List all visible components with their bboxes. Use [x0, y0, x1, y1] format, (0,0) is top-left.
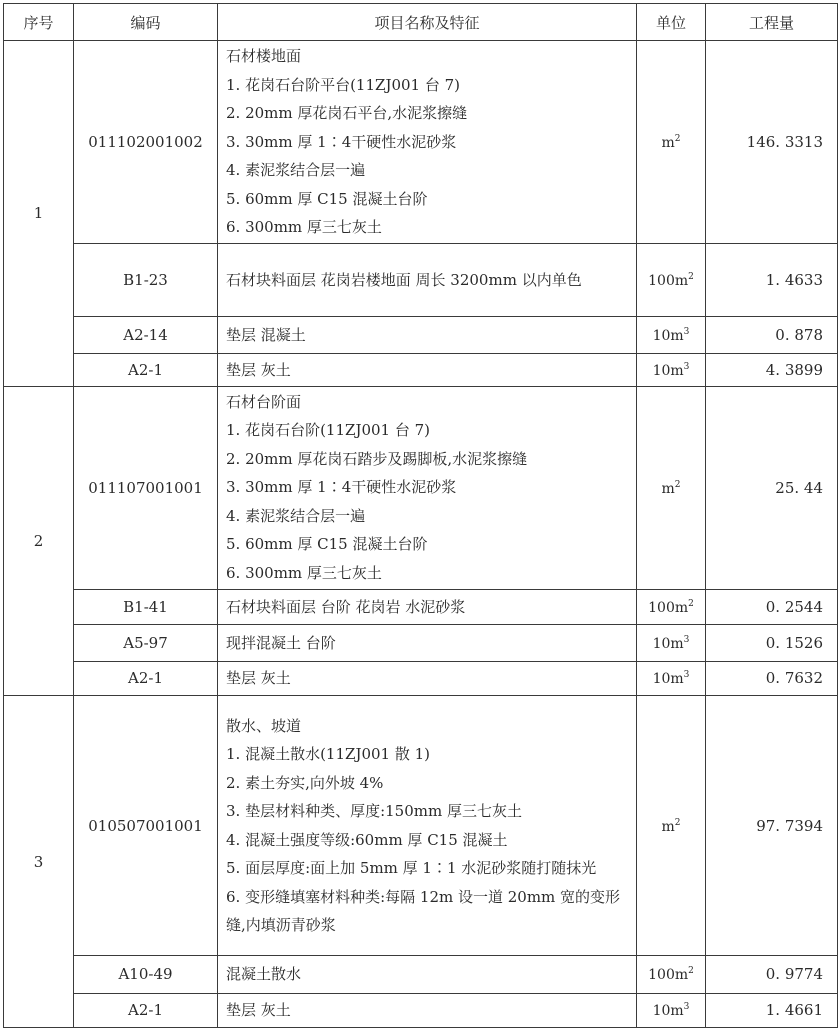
desc-line: 散水、坡道 [226, 716, 302, 735]
description-cell: 现拌混凝土 台阶 [218, 625, 637, 661]
description-cell [218, 386, 637, 589]
table-row [4, 386, 838, 589]
unit-cell: $10m^3$ [637, 625, 706, 661]
code-cell: B1-41 [74, 589, 218, 624]
code-cell: B1-23 [74, 243, 218, 316]
code-cell: A2-1 [74, 354, 218, 386]
description-cell: 垫层 灰土 [218, 354, 637, 386]
code-cell: 011102001002 [74, 41, 218, 244]
quantity-cell: 146. 3313 [706, 41, 838, 244]
desc-line: 4. 素泥浆结合层一遍 [226, 161, 366, 180]
table-row [4, 625, 838, 661]
code-cell: A10-49 [74, 956, 218, 993]
quantity-cell: 1. 4633 [706, 243, 838, 316]
code-cell: A2-1 [74, 661, 218, 695]
description-cell [218, 696, 637, 956]
desc-line: 6. 变形缝填塞材料种类:每隔 12m 设一道 20mm 宽的变形缝,内填沥青砂浆 [226, 887, 621, 935]
description-cell: 混凝土散水 [218, 956, 637, 993]
table-row [4, 589, 838, 624]
header-seq: 序号 [4, 4, 74, 41]
code-cell: A2-1 [74, 993, 218, 1027]
table-row [4, 316, 838, 353]
header-unit: 单位 [637, 4, 706, 41]
quantity-cell: 0. 1526 [706, 625, 838, 661]
unit-cell: $m^2$ [637, 696, 706, 956]
desc-line: 6. 300mm 厚三七灰土 [226, 218, 382, 237]
seq-cell: 3 [4, 696, 74, 1028]
unit-cell: $10m^3$ [637, 354, 706, 386]
unit-cell: $m^2$ [637, 41, 706, 244]
unit-cell: $10m^3$ [637, 316, 706, 353]
quantity-cell: 1. 4661 [706, 993, 838, 1027]
table-row [4, 696, 838, 956]
quantity-cell: 97. 7394 [706, 696, 838, 956]
desc-line: 4. 混凝土强度等级:60mm 厚 C15 混凝土 [226, 830, 508, 849]
desc-line: 2. 素土夯实,向外坡 4% [226, 773, 384, 792]
unit-cell: $100m^2$ [637, 243, 706, 316]
table-row [4, 41, 838, 244]
desc-line: 3. 垫层材料种类、厚度:150mm 厚三七灰土 [226, 802, 522, 821]
desc-line: 5. 60mm 厚 C15 混凝土台阶 [226, 535, 428, 554]
quantity-cell: 0. 878 [706, 316, 838, 353]
table-row [4, 243, 838, 316]
header-row [4, 4, 838, 41]
header-description: 项目名称及特征 [218, 4, 637, 41]
desc-line: 4. 素泥浆结合层一遍 [226, 506, 366, 525]
code-cell: A5-97 [74, 625, 218, 661]
description-cell: 垫层 灰土 [218, 661, 637, 695]
desc-line: 1. 花岗石台阶平台(11ZJ001 台 7) [226, 75, 461, 94]
desc-line: 石材台阶面 [226, 392, 302, 411]
description-cell: 垫层 灰土 [218, 993, 637, 1027]
desc-line: 3. 30mm 厚 1∶4干硬性水泥砂浆 [226, 132, 457, 151]
desc-line: 1. 混凝土散水(11ZJ001 散 1) [226, 745, 431, 764]
header-code: 编码 [74, 4, 218, 41]
desc-line: 3. 30mm 厚 1∶4干硬性水泥砂浆 [226, 478, 457, 497]
code-cell: 010507001001 [74, 696, 218, 956]
desc-line: 2. 20mm 厚花岗石踏步及踢脚板,水泥浆擦缝 [226, 449, 528, 468]
code-cell: A2-14 [74, 316, 218, 353]
quantity-cell: 25. 44 [706, 386, 838, 589]
description-cell: 垫层 混凝土 [218, 316, 637, 353]
desc-line: 5. 面层厚度:面上加 5mm 厚 1∶1 水泥砂浆随打随抹光 [226, 859, 597, 878]
unit-cell: $100m^2$ [637, 589, 706, 624]
desc-line: 石材楼地面 [226, 47, 302, 66]
description-cell: 石材块料面层 花岗岩楼地面 周长 3200mm 以内单色 [218, 243, 637, 316]
unit-cell: $10m^3$ [637, 661, 706, 695]
unit-cell: $10m^3$ [637, 993, 706, 1027]
quantity-cell: 0. 9774 [706, 956, 838, 993]
desc-line: 6. 300mm 厚三七灰土 [226, 563, 382, 582]
header-quantity: 工程量 [706, 4, 838, 41]
unit-cell: $100m^2$ [637, 956, 706, 993]
quantity-cell: 0. 2544 [706, 589, 838, 624]
seq-cell: 1 [4, 41, 74, 387]
quantity-cell: 0. 7632 [706, 661, 838, 695]
description-cell [218, 41, 637, 244]
table-row [4, 354, 838, 386]
table-row [4, 661, 838, 695]
desc-line: 1. 花岗石台阶(11ZJ001 台 7) [226, 421, 431, 440]
desc-line: 5. 60mm 厚 C15 混凝土台阶 [226, 189, 428, 208]
desc-line: 2. 20mm 厚花岗石平台,水泥浆擦缝 [226, 104, 468, 123]
table-row [4, 993, 838, 1027]
quantity-cell: 4. 3899 [706, 354, 838, 386]
unit-cell: $m^2$ [637, 386, 706, 589]
code-cell: 011107001001 [74, 386, 218, 589]
seq-cell: 2 [4, 386, 74, 696]
description-cell: 石材块料面层 台阶 花岗岩 水泥砂浆 [218, 589, 637, 624]
table-row [4, 956, 838, 993]
bill-of-quantities-table [3, 3, 838, 1028]
